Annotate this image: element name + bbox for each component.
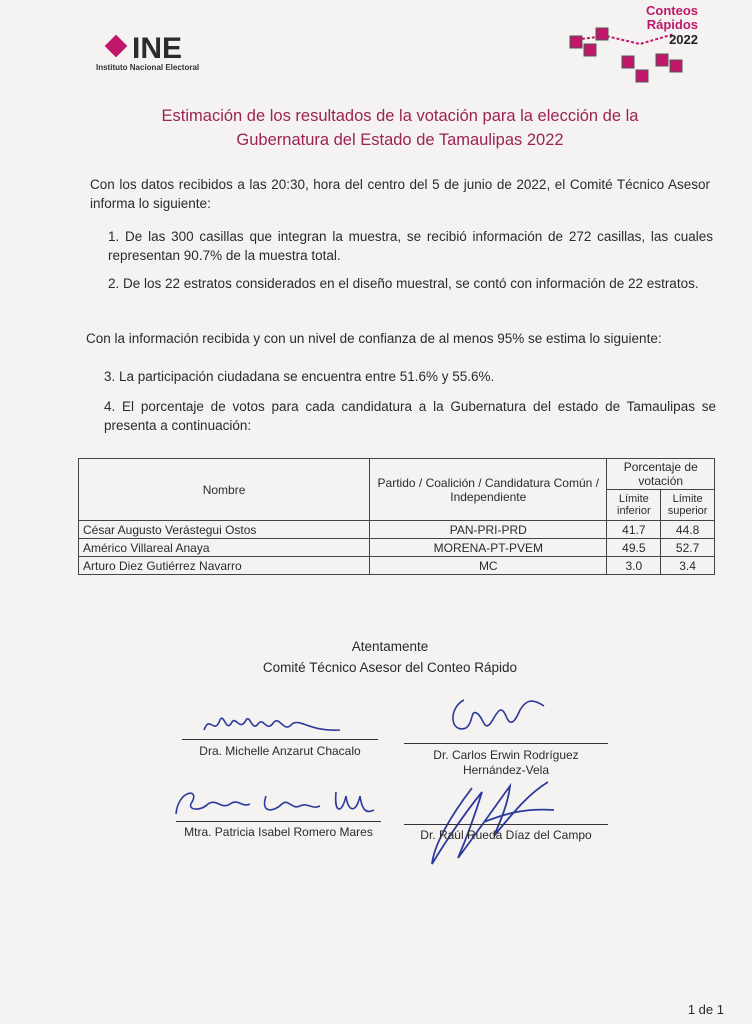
cell-partido: PAN-PRI-PRD bbox=[370, 521, 607, 539]
conteos-title bbox=[646, 4, 698, 32]
col-lim-sup-header: Límite superior bbox=[661, 490, 715, 521]
closing-line1: Atentamente bbox=[351, 639, 429, 654]
item-2: 2. De los 22 estratos considerados en el diseño muestral, se contó con información de 22 estratos. bbox=[108, 276, 699, 291]
ine-logo-text: INE bbox=[132, 32, 183, 65]
cell-partido: MC bbox=[370, 557, 607, 575]
cell-nombre: Américo Villareal Anaya bbox=[79, 539, 370, 557]
table-row bbox=[79, 539, 715, 557]
conteos-line2: Rápidos bbox=[646, 17, 698, 32]
document-title bbox=[100, 104, 700, 152]
signature-3-mark bbox=[170, 784, 380, 824]
signatory-4-name: Dr. Raúl Rueda Díaz del Campo bbox=[420, 828, 592, 842]
col-nombre-header: Nombre bbox=[79, 459, 370, 521]
table-row bbox=[79, 557, 715, 575]
signatory-2-name-line2: Hernández-Vela bbox=[462, 763, 550, 777]
signature-1-line bbox=[182, 739, 378, 740]
page-number: 1 de 1 bbox=[687, 1002, 724, 1017]
signature-2-mark bbox=[444, 694, 554, 742]
item-4: 4. El porcentaje de votos para cada candidatura a la Gubernatura del estado de Tamaulipas se presenta a continuación: bbox=[104, 399, 716, 433]
confidence-paragraph: Con la información recibida y con un nivel de confianza de al menos 95% se estima lo siguiente: bbox=[86, 331, 662, 346]
cell-lim-inf: 49.5 bbox=[607, 539, 661, 557]
signature-4-line bbox=[404, 824, 608, 825]
cell-lim-inf: 3.0 bbox=[607, 557, 661, 575]
title-line1: Estimación de los resultados de la votación para la elección de la bbox=[161, 107, 639, 125]
title-line2: Gubernatura del Estado de Tamaulipas 2022 bbox=[236, 131, 564, 149]
conteos-year: 2022 bbox=[669, 32, 698, 47]
item-1: 1. De las 300 casillas que integran la muestra, se recibió información de 272 casillas, las cuales representan 90.7% de la muestra total. bbox=[108, 229, 713, 263]
cell-lim-sup: 3.4 bbox=[661, 557, 715, 575]
table-row bbox=[79, 521, 715, 539]
closing-line2: Comité Técnico Asesor del Conteo Rápido bbox=[262, 660, 518, 675]
cell-lim-inf: 41.7 bbox=[607, 521, 661, 539]
ine-logo bbox=[96, 32, 236, 76]
ine-logo-mark bbox=[105, 35, 128, 58]
signatory-1-name: Dra. Michelle Anzarut Chacalo bbox=[199, 744, 361, 758]
conteos-rapidos-logo bbox=[566, 0, 706, 90]
cell-lim-sup: 44.8 bbox=[661, 521, 715, 539]
item-3: 3. La participación ciudadana se encuentra entre 51.6% y 55.6%. bbox=[104, 369, 495, 384]
closing-block bbox=[200, 636, 580, 678]
col-lim-inf-header: Límite inferior bbox=[607, 490, 661, 521]
signature-1-mark bbox=[200, 706, 350, 742]
signature-4-mark bbox=[424, 774, 574, 870]
ine-logo-subtitle: Instituto Nacional Electoral bbox=[96, 63, 200, 72]
signatory-3-name: Mtra. Patricia Isabel Romero Mares bbox=[184, 825, 373, 839]
col-porcentaje-header: Porcentaje de votación bbox=[607, 459, 715, 490]
intro-paragraph: Con los datos recibidos a las 20:30, hora del centro del 5 de junio de 2022, el Comité Técnico Asesor informa lo siguiente: bbox=[90, 177, 710, 211]
ballot-boxes-icon bbox=[566, 26, 686, 90]
signature-2-line bbox=[404, 743, 608, 744]
conteos-line1: Conteos bbox=[646, 3, 698, 18]
cell-nombre: César Augusto Verástegui Ostos bbox=[79, 521, 370, 539]
cell-nombre: Arturo Diez Gutiérrez Navarro bbox=[79, 557, 370, 575]
table-header-row bbox=[79, 459, 715, 490]
cell-lim-sup: 52.7 bbox=[661, 539, 715, 557]
signature-3-line bbox=[176, 821, 381, 822]
results-table bbox=[78, 458, 715, 575]
signatory-2-name-line1: Dr. Carlos Erwin Rodríguez bbox=[433, 748, 579, 762]
col-partido-header: Partido / Coalición / Candidatura Común / Independiente bbox=[370, 459, 607, 521]
cell-partido: MORENA-PT-PVEM bbox=[370, 539, 607, 557]
